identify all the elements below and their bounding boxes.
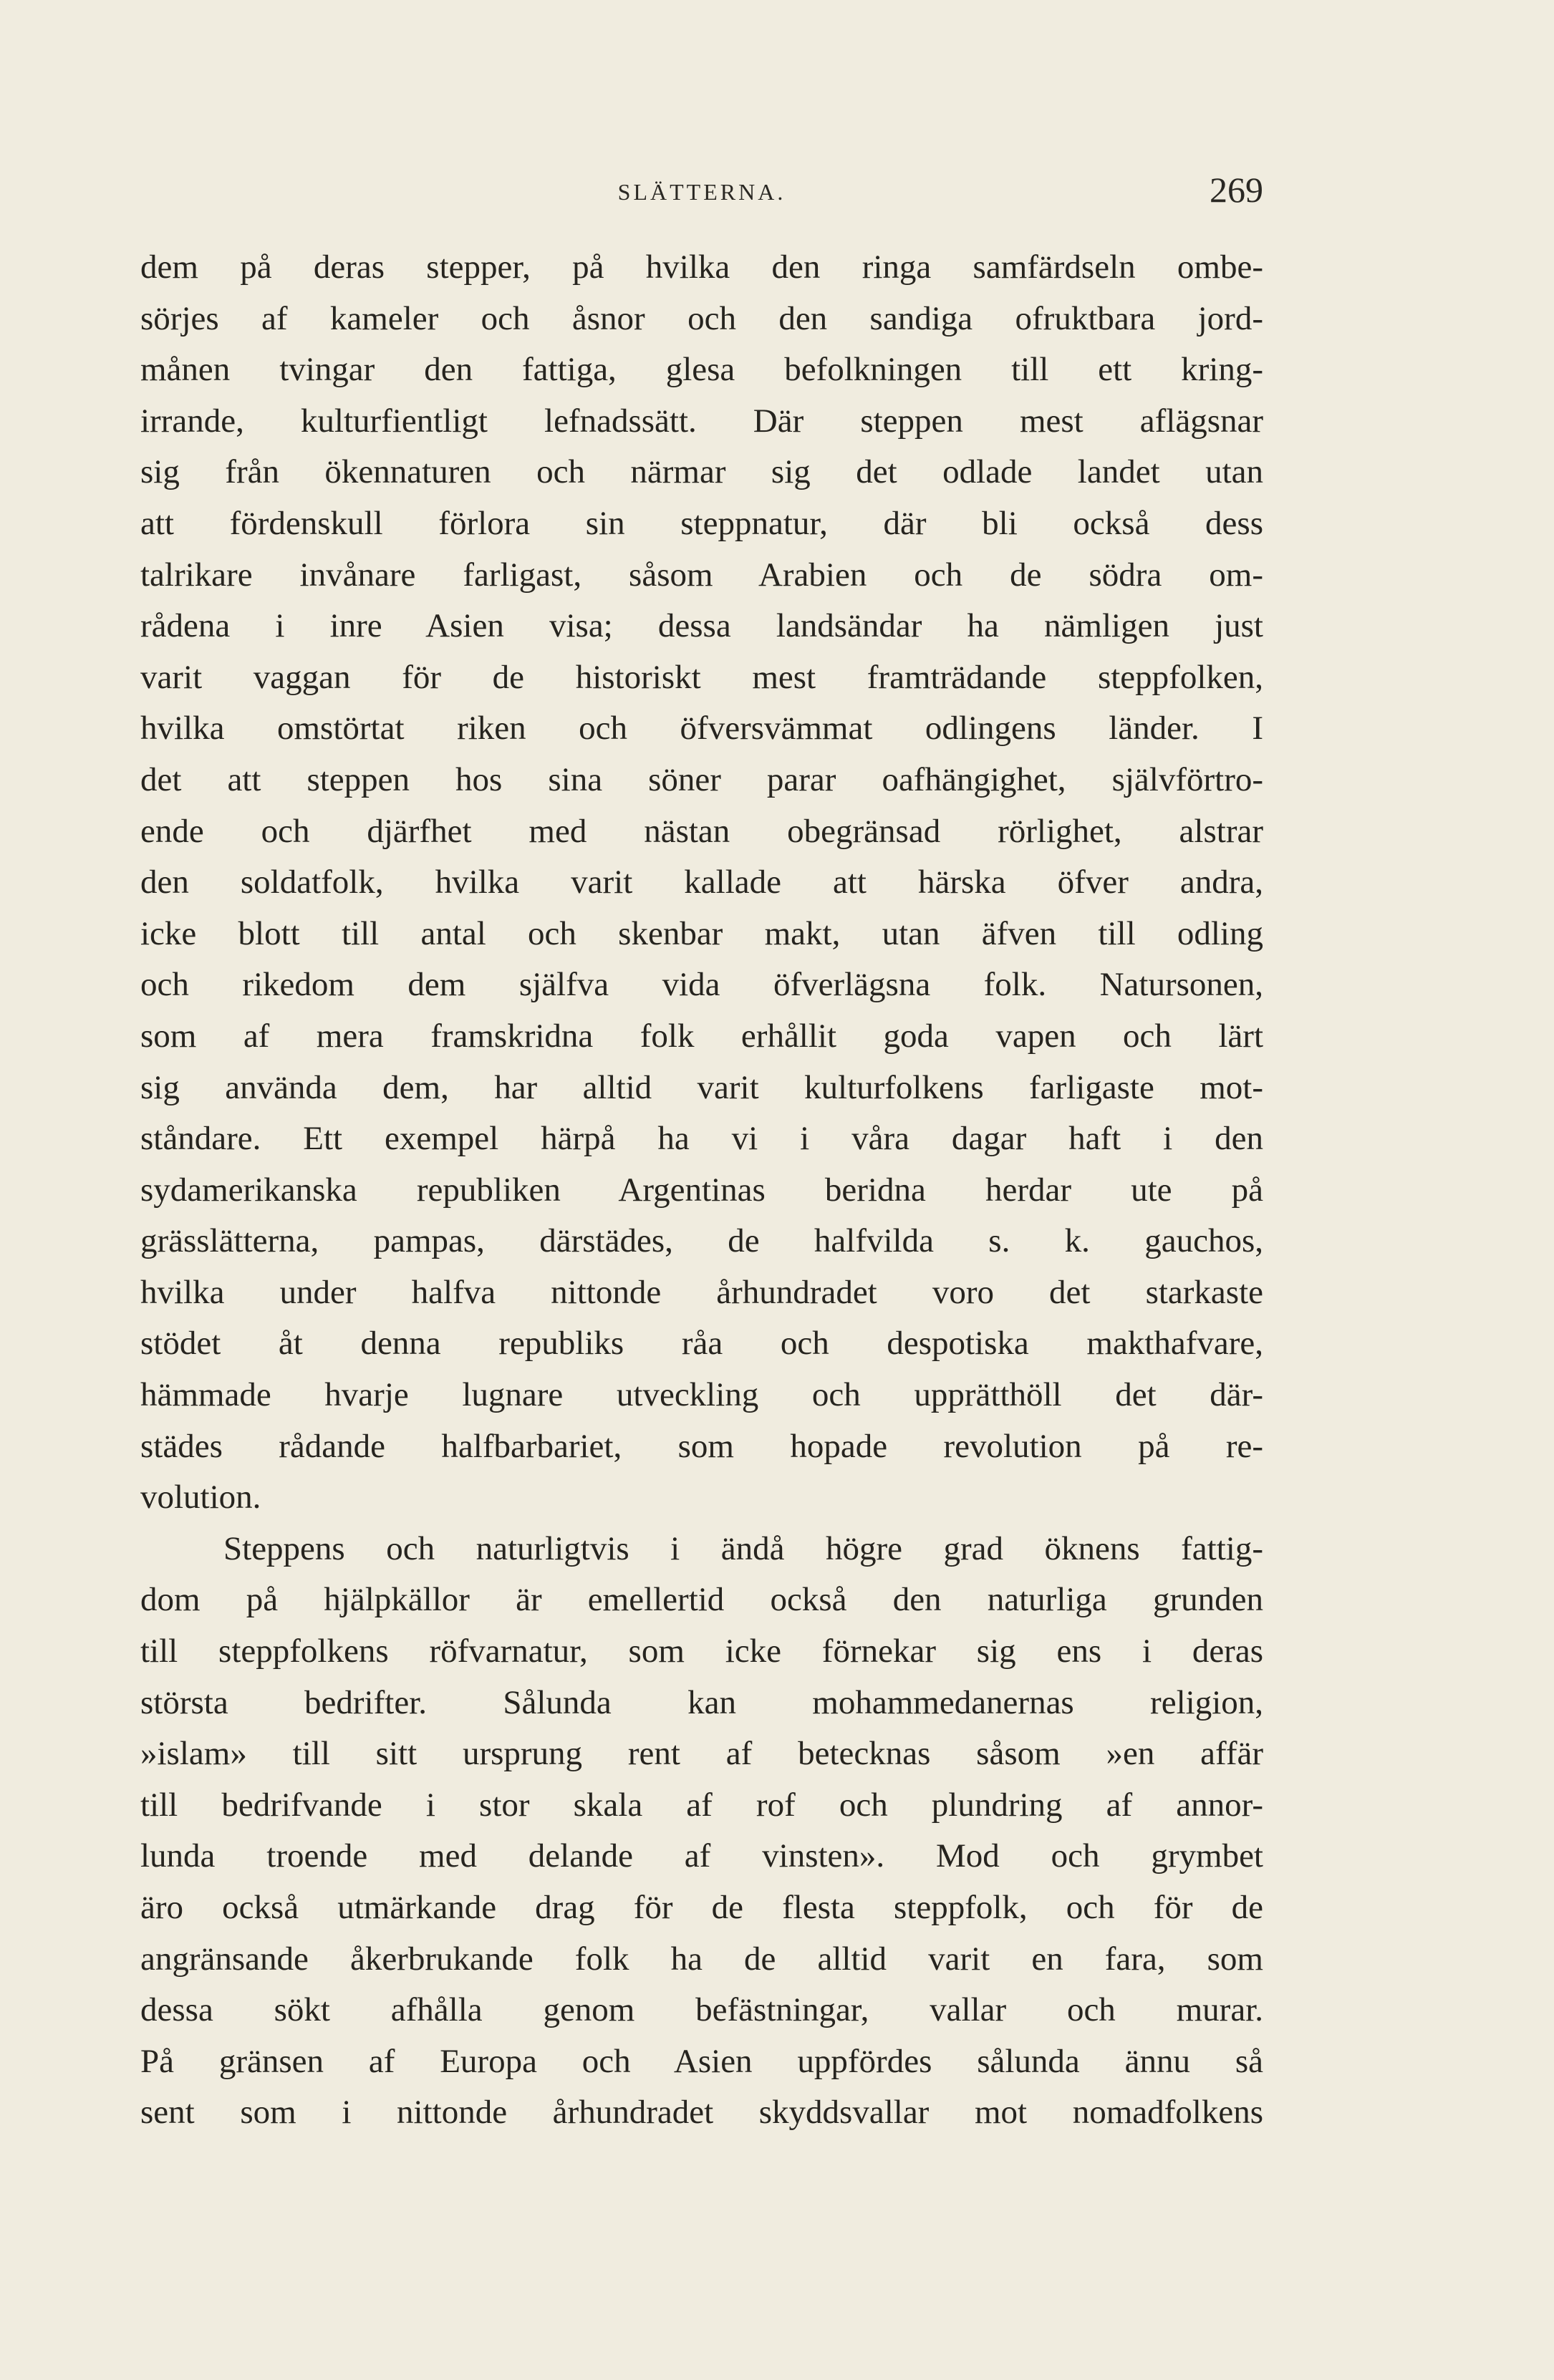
text-line: största bedrifter. Sålunda kan mohammedanernas religion,	[140, 1683, 1263, 1721]
text-line: sig från ökennaturen och närmar sig det odlade landet utan	[140, 453, 1263, 491]
text-line: talrikare invånare farligast, såsom Arabien och de södra om-	[140, 556, 1263, 594]
text-line: sörjes af kameler och åsnor och den sandiga ofruktbara jord-	[140, 299, 1263, 337]
text-line: Steppens och naturligtvis i ändå högre grad öknens fattig-	[223, 1529, 1263, 1567]
text-line: hvilka omstörtat riken och öfversvämmat odlingens länder. I	[140, 710, 1263, 748]
text-line: ende och djärfhet med nästan obegränsad rörlighet, alstrar	[140, 812, 1263, 850]
text-line: städes rådande halfbarbariet, som hopade revolution på re-	[140, 1427, 1263, 1465]
running-head: SLÄTTERNA.	[617, 179, 786, 205]
page-number: 269	[1210, 170, 1263, 210]
text-line: På gränsen af Europa och Asien uppfördes sålunda ännu så	[140, 2042, 1263, 2080]
page-header	[140, 169, 1263, 226]
text-line: sydamerikanska republiken Argentinas beridna herdar ute på	[140, 1171, 1263, 1209]
text-line: dessa sökt afhålla genom befästningar, vallar och murar.	[140, 1991, 1263, 2029]
text-line: till steppfolkens röfvarnatur, som icke förnekar sig ens i deras	[140, 1632, 1263, 1670]
text-line: hämmade hvarje lugnare utveckling och upprätthöll det där-	[140, 1376, 1263, 1414]
text-line: ståndare. Ett exempel härpå ha vi i våra dagar haft i den	[140, 1120, 1263, 1158]
text-line: stödet åt denna republiks råa och despotiska makthafvare,	[140, 1325, 1263, 1363]
text-line: hvilka under halfva nittonde århundradet voro det starkaste	[140, 1273, 1263, 1311]
text-line: och rikedom dem själfva vida öfverlägsna folk. Natursonen,	[140, 966, 1263, 1004]
text-line: angränsande åkerbrukande folk ha de alltid varit en fara, som	[140, 1940, 1263, 1978]
text-line: äro också utmärkande drag för de flesta steppfolk, och för de	[140, 1889, 1263, 1926]
text-line: månen tvingar den fattiga, glesa befolkningen till ett kring-	[140, 351, 1263, 389]
body-text	[140, 242, 1263, 2139]
text-line: varit vaggan för de historiskt mest framträdande steppfolken,	[140, 658, 1263, 696]
text-line: irrande, kulturfientligt lefnadssätt. Där steppen mest aflägsnar	[140, 402, 1263, 440]
text-line: som af mera framskridna folk erhållit goda vapen och lärt	[140, 1017, 1263, 1055]
text-line: dom på hjälpkällor är emellertid också den naturliga grunden	[140, 1581, 1263, 1619]
text-line: till bedrifvande i stor skala af rof och plundring af annor-	[140, 1786, 1263, 1824]
text-line: »islam» till sitt ursprung rent af betecknas såsom »en affär	[140, 1735, 1263, 1773]
text-line: det att steppen hos sina söner parar oafhängighet, självförtro-	[140, 760, 1263, 798]
text-line: dem på deras stepper, på hvilka den ringa samfärdseln ombe-	[140, 248, 1263, 286]
text-line: icke blott till antal och skenbar makt, utan äfven till odling	[140, 914, 1263, 952]
text-line: lunda troende med delande af vinsten». Mod och grymbet	[140, 1837, 1263, 1875]
text-line: rådena i inre Asien visa; dessa landsändar ha nämligen just	[140, 607, 1263, 645]
text-line: volution.	[140, 1479, 261, 1516]
text-line: den soldatfolk, hvilka varit kallade att härska öfver andra,	[140, 864, 1263, 901]
text-line: sig använda dem, har alltid varit kulturfolkens farligaste mot-	[140, 1068, 1263, 1106]
text-line: sent som i nittonde århundradet skyddsvallar mot nomadfolkens	[140, 2094, 1263, 2132]
text-line: att fördenskull förlora sin steppnatur, där bli också dess	[140, 504, 1263, 542]
text-line: grässlätterna, pampas, därstädes, de halfvilda s. k. gauchos,	[140, 1222, 1263, 1260]
